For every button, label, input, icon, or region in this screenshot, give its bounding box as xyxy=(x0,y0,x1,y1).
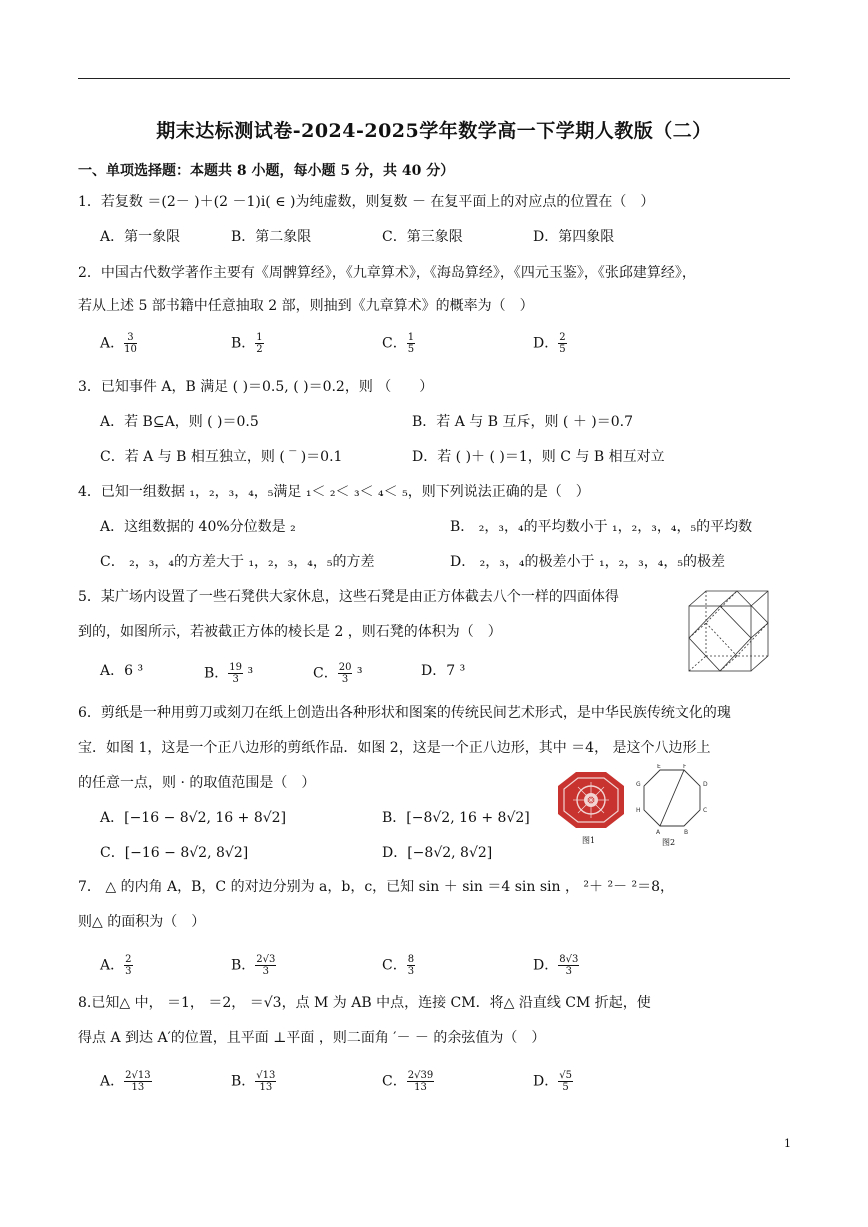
page-number: 1 xyxy=(784,1137,791,1150)
vertex-f: F xyxy=(683,764,687,770)
question-5-option-c: C． $\frac{20}{3}$ ³ xyxy=(313,662,363,685)
question-6-text-line3: 的任意一点，则 · 的取值范围是（ ） xyxy=(78,775,316,791)
figure-2-label: 图2 xyxy=(662,838,676,847)
question-1-option-d: D．第四象限 xyxy=(533,229,615,245)
question-5-option-d: D．7 ³ xyxy=(421,663,466,679)
question-4-option-d: D． ₂，₃，₄的极差小于 ₁，₂，₃，₄，₅的极差 xyxy=(450,554,726,570)
paper-cut-octagon-image xyxy=(556,770,626,832)
question-5-text-line1: 5．某广场内设置了一些石凳供大家休息，这些石凳是由正方体截去八个一样的四面体得 xyxy=(78,589,619,605)
page-title: 期末达标测试卷-2024-2025学年数学高一下学期人教版（二） xyxy=(156,120,712,142)
question-4-option-c: C． ₂，₃，₄的方差大于 ₁，₂，₃，₄，₅的方差 xyxy=(100,554,375,570)
question-7-option-d: D． $\frac{8√3}{3}$ xyxy=(533,954,579,977)
question-8-text-line1: 8.已知△ 中， ＝1， ＝2， ＝√3，点 M 为 AB 中点，连接 CM．将△ 沿直线 CM 折起，使 xyxy=(78,995,651,1011)
question-6-option-c: C．[−16 − 8√2, 8√2] xyxy=(100,845,249,861)
question-7-text-line1: 7． △ 的内角 A，B，C 的对边分别为 a，b，c，已知 sin ＋ sin ＝4 sin sin ， ²＋ ²－ ²＝8， xyxy=(78,879,675,895)
vertex-d: D xyxy=(703,781,708,788)
question-4-text: 4．已知一组数据 ₁，₂，₃，₄，₅满足 ₁＜ ₂＜ ₃＜ ₄＜ ₅，则下列说法正确的是（ ） xyxy=(78,484,590,500)
question-2-option-c: C． $\frac{1}{5}$ xyxy=(382,332,415,355)
figure-1-label: 图1 xyxy=(582,836,596,845)
question-8-option-b: B． $\frac{√13}{13}$ xyxy=(231,1070,276,1093)
question-1-option-c: C．第三象限 xyxy=(382,229,463,245)
section-heading: 一、单项选择题：本题共 8 小题，每小题 5 分，共 40 分） xyxy=(78,163,455,179)
question-8-option-a: A． $\frac{2√13}{13}$ xyxy=(100,1070,151,1093)
octagon-diagram xyxy=(630,764,716,842)
question-3-option-c: C．若 A 与 B 相互独立，则 ( ‾ )＝0.1 xyxy=(100,449,343,465)
question-1-text: 1．若复数 ＝(2－ )＋(2 －1)i( ∈ )为纯虚数，则复数 － 在复平面上的对应点的位置在（ ） xyxy=(78,194,655,210)
question-6-option-b: B．[−8√2, 16 + 8√2] xyxy=(382,810,530,826)
question-8-option-d: D． $\frac{√5}{5}$ xyxy=(533,1070,572,1093)
question-6-text-line1: 6．剪纸是一种用剪刀或刻刀在纸上创造出各种形状和图案的传统民间艺术形式，是中华民族传统文化的瑰 xyxy=(78,705,731,721)
question-7-text-line2: 则△ 的面积为（ ） xyxy=(78,914,206,930)
question-2-option-a: A． $\frac{3}{10}$ xyxy=(100,332,137,355)
question-8-option-c: C． $\frac{2√39}{13}$ xyxy=(382,1070,434,1093)
question-4-option-a: A．这组数据的 40%分位数是 ₂ xyxy=(100,519,296,535)
question-1-option-a: A．第一象限 xyxy=(100,229,181,245)
question-6-option-d: D．[−8√2, 8√2] xyxy=(382,845,493,861)
vertex-e: E xyxy=(657,764,661,770)
question-5-option-b: B． $\frac{19}{3}$ ³ xyxy=(204,662,254,685)
question-6-text-line2: 宝．如图 1，这是一个正八边形的剪纸作品．如图 2，这是一个正八边形，其中 ＝4， 是这个八边形上 xyxy=(78,740,711,756)
question-3-option-a: A．若 B⊆A，则 ( )＝0.5 xyxy=(100,414,259,430)
question-3-text: 3．已知事件 A，B 满足 ( )＝0.5, ( )＝0.2，则 （ ） xyxy=(78,379,434,395)
question-2-text-line1: 2．中国古代数学著作主要有《周髀算经》，《九章算术》，《海岛算经》，《四元玉鉴》，《张邱建算经》， xyxy=(78,265,696,281)
question-7-option-b: B． $\frac{2√3}{3}$ xyxy=(231,954,276,977)
vertex-g: G xyxy=(636,781,641,788)
question-2-option-d: D． $\frac{2}{5}$ xyxy=(533,332,566,355)
question-7-option-c: C． $\frac{8}{3}$ xyxy=(382,954,415,977)
vertex-c: C xyxy=(703,807,708,814)
question-3-option-b: B．若 A 与 B 互斥，则 ( ＋ )＝0.7 xyxy=(412,414,634,430)
vertex-a: A xyxy=(656,829,661,836)
question-2-option-b: B． $\frac{1}{2}$ xyxy=(231,332,263,355)
stone-bench-cube-figure xyxy=(686,588,772,674)
header-rule xyxy=(78,78,790,79)
question-5-option-a: A．6 ³ xyxy=(100,663,144,679)
question-2-text-line2: 若从上述 5 部书籍中任意抽取 2 部，则抽到《九章算术》的概率为（ ） xyxy=(78,298,534,314)
vertex-h: H xyxy=(636,807,641,814)
question-6-option-a: A．[−16 − 8√2, 16 + 8√2] xyxy=(100,810,287,826)
question-3-option-d: D．若 ( )＋ ( )＝1，则 C 与 B 相互对立 xyxy=(412,449,665,465)
question-7-option-a: A． $\frac{2}{3}$ xyxy=(100,954,132,977)
vertex-b: B xyxy=(684,829,689,836)
question-4-option-b: B． ₂，₃，₄的平均数小于 ₁，₂，₃，₄，₅的平均数 xyxy=(450,519,753,535)
question-5-text-line2: 到的，如图所示，若被截正方体的棱长是 2 ，则石凳的体积为（ ） xyxy=(78,624,502,640)
question-8-text-line2: 得点 A 到达 A′的位置，且平面 ⊥平面 ，则二面角 ′－ － 的余弦值为（ ） xyxy=(78,1030,546,1046)
question-1-option-b: B．第二象限 xyxy=(231,229,312,245)
